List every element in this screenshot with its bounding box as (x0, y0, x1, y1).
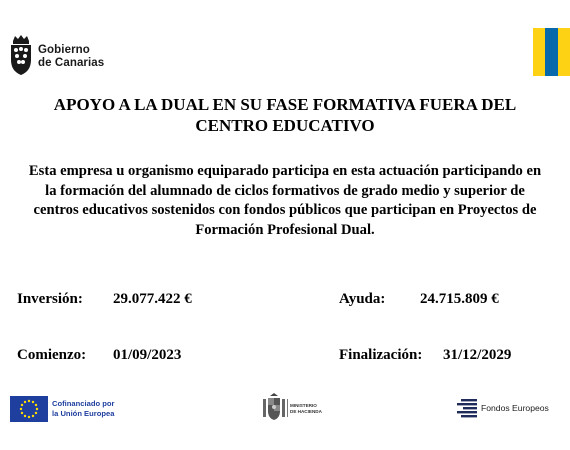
ministry-divider (287, 399, 288, 417)
spain-coat-of-arms-icon (262, 393, 286, 423)
gobierno-de-canarias-logo (8, 34, 118, 76)
inversion-label: Inversión: (17, 291, 83, 307)
eu-flag-icon (10, 396, 48, 422)
logo-text-line2: de Canarias (38, 57, 105, 69)
body-line: Formación Profesional Dual. (195, 221, 375, 238)
ministerio-hacienda-logo (262, 393, 332, 423)
comienzo-label: Comienzo: (17, 347, 87, 363)
body-line: Esta empresa u organismo equiparado participa en esta actuación participando en (28, 163, 542, 179)
ministry-text-line1: MINISTERIO (290, 403, 317, 408)
fondos-europeos-icon (455, 398, 479, 418)
inversion-value: 29.077.422 € (113, 291, 192, 307)
ministry-text-line2: DE HACIENDA (290, 409, 322, 414)
ayuda-label: Ayuda: (339, 291, 386, 307)
canarias-flag (533, 28, 570, 76)
logo-text-line1: Gobierno (38, 44, 90, 56)
eu-text-line1: Cofinanciado por (52, 399, 115, 408)
title-line: APOYO A LA DUAL EN SU FASE FORMATIVA FUERA DEL (53, 95, 517, 114)
flag-stripe-yellow (533, 28, 545, 76)
body-paragraph (2, 162, 568, 240)
canarias-coat-of-arms-icon (8, 34, 34, 76)
ayuda-value: 24.715.809 € (420, 291, 499, 307)
eu-text-line2: la Unión Europea (52, 409, 115, 418)
title-line: CENTRO EDUCATIVO (195, 116, 375, 135)
eu-cofinanced-logo (10, 396, 118, 422)
body-line: la formación del alumnado de ciclos formativos de grado medio y superior de (45, 182, 525, 199)
comienzo-value: 01/09/2023 (113, 347, 182, 363)
body-line: centros educativos sostenidos con fondos públicos que participan en Proyectos de (33, 202, 537, 218)
flag-stripe-blue (545, 28, 558, 76)
document-title (0, 94, 570, 136)
fondos-europeos-logo (455, 398, 555, 418)
finalizacion-label: Finalización: (339, 347, 423, 363)
finalizacion-value: 31/12/2029 (443, 347, 512, 363)
fondos-europeos-text: Fondos Europeos (481, 403, 549, 413)
flag-stripe-yellow (558, 28, 570, 76)
